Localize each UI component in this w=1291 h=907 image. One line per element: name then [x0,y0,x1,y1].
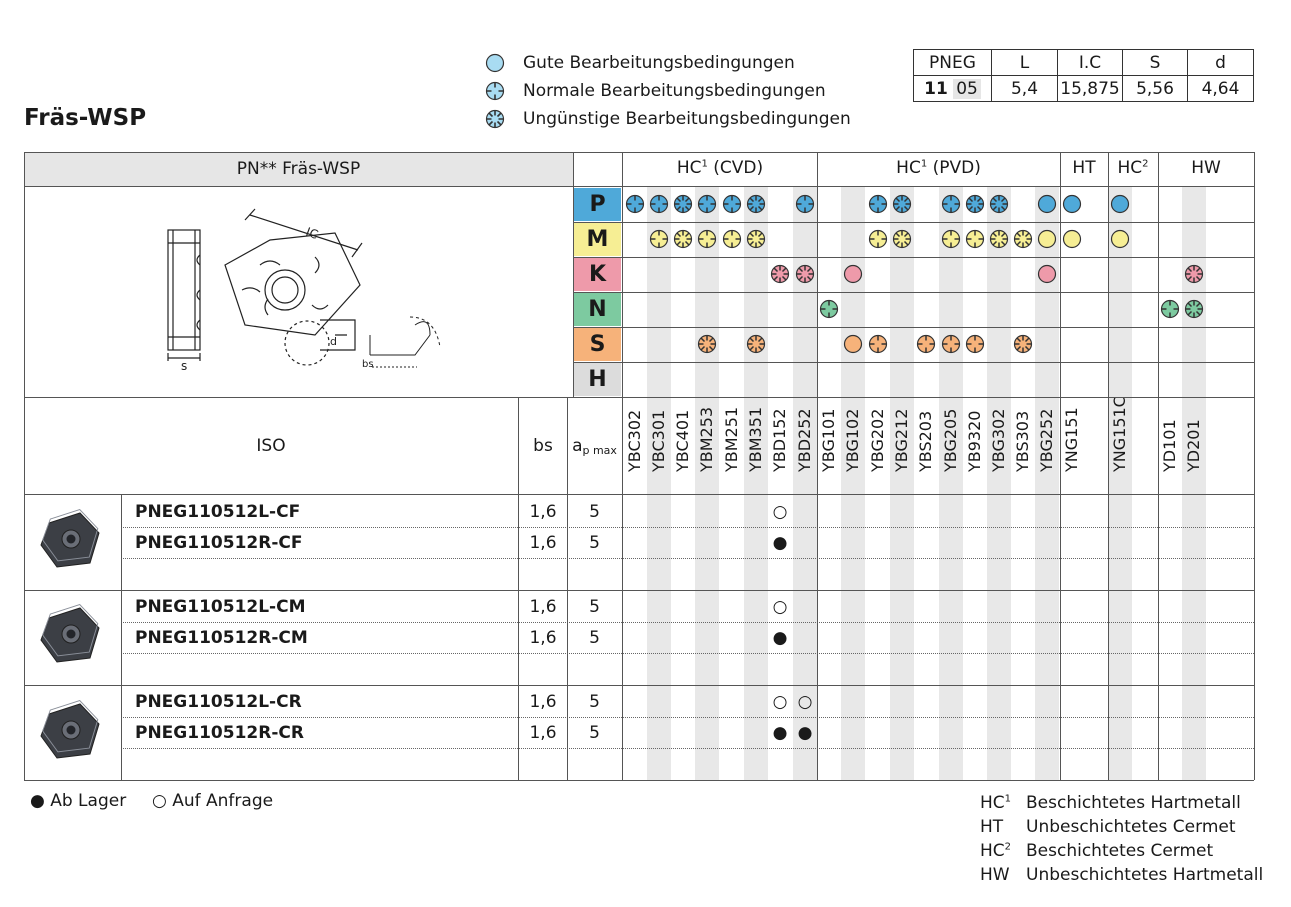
grade-label: YBC301 [649,409,668,472]
grade-label: YBG101 [819,408,838,472]
normal-icon [916,334,936,354]
legend-label: Normale Bearbeitungsbedingungen [523,81,826,101]
normal-icon [941,229,961,249]
unfavorable-icon [673,229,693,249]
row-divider [24,494,1254,495]
s-dimension-label: s [181,359,188,373]
grade-label: YBG205 [941,408,960,472]
dim-header: d [1188,50,1254,76]
dim-header: PNEG [914,50,992,76]
unfavorable-icon [1184,264,1204,284]
grade-label: YBD152 [770,408,789,472]
group-ht: HT [1072,158,1096,178]
grade-label: YBC401 [673,409,692,472]
dim-header: L [992,50,1058,76]
material-divider [573,257,1254,258]
dimension-table [913,49,1254,102]
product-divider [121,748,1254,749]
unfavorable-icon [746,194,766,214]
normal-icon [795,194,815,214]
unfavorable-icon [746,229,766,249]
grade-label: YBS303 [1013,410,1032,472]
normal-icon [941,194,961,214]
insert-image-cr [35,696,105,766]
unfavorable-icon [892,194,912,214]
legend-good [485,51,795,75]
normal-icon [722,229,742,249]
grade-label: YNG151 [1062,407,1081,472]
product-divider [121,717,1254,718]
good-icon [1110,194,1130,214]
bs-value: 1,6 [529,502,557,522]
grade-label: YBS203 [916,410,935,472]
grade-label: YB9320 [965,410,984,472]
grade-label: YBM253 [697,406,716,472]
grade-label: YNG151C [1110,396,1129,472]
dim-value: 15,875 [1058,76,1123,102]
column-divider [1254,152,1255,780]
in-stock-mark: ● [772,533,788,553]
unfavorable-icon [485,109,505,129]
material-divider [573,362,1254,363]
legend-label: Ungünstige Bearbeitungsbedingungen [523,109,851,129]
group-divider [1060,152,1061,780]
unfavorable-icon [1013,229,1033,249]
product-divider [121,622,1254,623]
good-icon [843,334,863,354]
grade-label: YD201 [1184,419,1203,472]
ap-value: 5 [589,628,600,648]
normal-icon [697,194,717,214]
bs-value: 1,6 [529,533,557,553]
grade-label: YBG302 [989,408,1008,472]
unfavorable-icon [697,334,717,354]
material-divider [573,222,1254,223]
ap-value: 5 [589,502,600,522]
dim-value: 5,4 [992,76,1058,102]
unfavorable-icon [795,264,815,284]
unfavorable-icon [673,194,693,214]
on-request-mark: ○ [772,502,788,522]
ap-label: a p max [572,436,617,457]
grade-label: YBD252 [795,408,814,472]
product-divider [121,558,1254,559]
unfavorable-icon [770,264,790,284]
normal-icon [868,334,888,354]
good-icon [843,264,863,284]
bs-value: 1,6 [529,597,557,617]
row-divider [24,685,1254,686]
in-stock-mark: ● [772,723,788,743]
legend-on-request: ○ Auf Anfrage [152,791,274,811]
normal-icon [697,229,717,249]
normal-icon [868,229,888,249]
grade-label: YBM251 [722,406,741,472]
insert-image-cf [35,505,105,575]
d-dimension-label: d [330,335,337,348]
column-divider [567,397,568,780]
normal-icon [819,299,839,319]
ap-value: 5 [589,533,600,553]
product-code: PNEG110512L-CF [135,502,301,522]
grade-label: YBG102 [843,408,862,472]
grade-label: YBC302 [625,409,644,472]
row-divider [24,780,1254,781]
grade-label: YBG212 [892,408,911,472]
product-code: PNEG110512R-CF [135,533,303,553]
unfavorable-icon [989,194,1009,214]
normal-icon [722,194,742,214]
normal-icon [485,81,505,101]
product-code: PNEG110512L-CM [135,597,306,617]
material-p: P [574,188,621,221]
good-icon [1062,229,1082,249]
in-stock-mark: ● [772,628,788,648]
normal-icon [649,194,669,214]
bs-value: 1,6 [529,628,557,648]
on-request-mark: ○ [772,597,788,617]
normal-icon [649,229,669,249]
material-s: S [574,328,621,361]
row-divider [24,397,1254,398]
group-divider [1158,152,1159,780]
insert-image-cm [35,600,105,670]
glossary-ht: HT Unbeschichtetes Cermet [980,817,1236,837]
product-divider [121,527,1254,528]
glossary-hc1: $HC^1$ Beschichtetes Hartmetall [980,793,1241,813]
group-divider [817,152,818,780]
legend-unfavorable [485,107,851,131]
dim-size: 11 05 [914,76,992,102]
insert-drawing [150,195,450,380]
bs-label: bs [533,436,553,456]
ap-value: 5 [589,597,600,617]
group-hw: HW [1191,158,1221,178]
product-code: PNEG110512R-CR [135,723,304,743]
dim-header: S [1123,50,1188,76]
glossary-hw: HW Unbeschichtetes Hartmetall [980,865,1264,885]
dim-value: 5,56 [1123,76,1188,102]
legend-normal [485,79,826,103]
column-divider [24,152,25,780]
ic-dimension-label: IC [303,224,320,242]
legend-label: Gute Bearbeitungsbedingungen [523,53,795,73]
row-divider [24,152,1254,153]
on-request-mark: ○ [797,692,813,712]
normal-icon [941,334,961,354]
material-divider [573,292,1254,293]
group-hc2: $HC^2$ [1117,158,1149,178]
good-icon [1037,194,1057,214]
group-divider [1108,152,1109,780]
ap-value: 5 [589,723,600,743]
column-divider [518,397,519,780]
group-pvd: $HC^1$ (PVD) [896,158,981,178]
good-icon [485,53,505,73]
unfavorable-icon [746,334,766,354]
unfavorable-icon [989,229,1009,249]
dim-header: I.C [1058,50,1123,76]
normal-icon [965,334,985,354]
normal-icon [965,229,985,249]
grade-label: YD101 [1160,419,1179,472]
bs-value: 1,6 [529,692,557,712]
normal-icon [625,194,645,214]
grade-label: YBG202 [868,408,887,472]
ap-value: 5 [589,692,600,712]
product-code: PNEG110512R-CM [135,628,308,648]
row-divider [24,186,1254,187]
dim-value: 4,64 [1188,76,1254,102]
grade-label: YBG252 [1037,408,1056,472]
material-h: H [574,363,621,396]
column-divider [573,152,574,397]
material-divider [573,327,1254,328]
material-n: N [574,293,621,326]
on-request-mark: ○ [772,692,788,712]
unfavorable-icon [1013,334,1033,354]
material-m: M [574,223,621,256]
legend-in-stock: ● Ab Lager [30,791,127,811]
unfavorable-icon [1184,299,1204,319]
unfavorable-icon [965,194,985,214]
material-k: K [574,258,621,291]
product-divider [121,653,1254,654]
good-icon [1037,264,1057,284]
good-icon [1037,229,1057,249]
bs-dimension-label: bs [362,359,374,370]
good-icon [1062,194,1082,214]
group-cvd: $HC^1$ (CVD) [676,158,764,178]
column-divider [121,494,122,780]
table-header-label: PN** Fräs-WSP [236,159,361,179]
in-stock-mark: ● [797,723,813,743]
column-divider [622,152,623,780]
grade-label: YBM351 [746,406,765,472]
page-title: Fräs-WSP [24,105,147,131]
normal-icon [1160,299,1180,319]
glossary-hc2: $HC^2$ Beschichtetes Cermet [980,841,1214,861]
row-divider [24,590,1254,591]
unfavorable-icon [892,229,912,249]
bs-value: 1,6 [529,723,557,743]
good-icon [1110,229,1130,249]
iso-label: ISO [256,436,286,456]
product-code: PNEG110512L-CR [135,692,302,712]
normal-icon [868,194,888,214]
